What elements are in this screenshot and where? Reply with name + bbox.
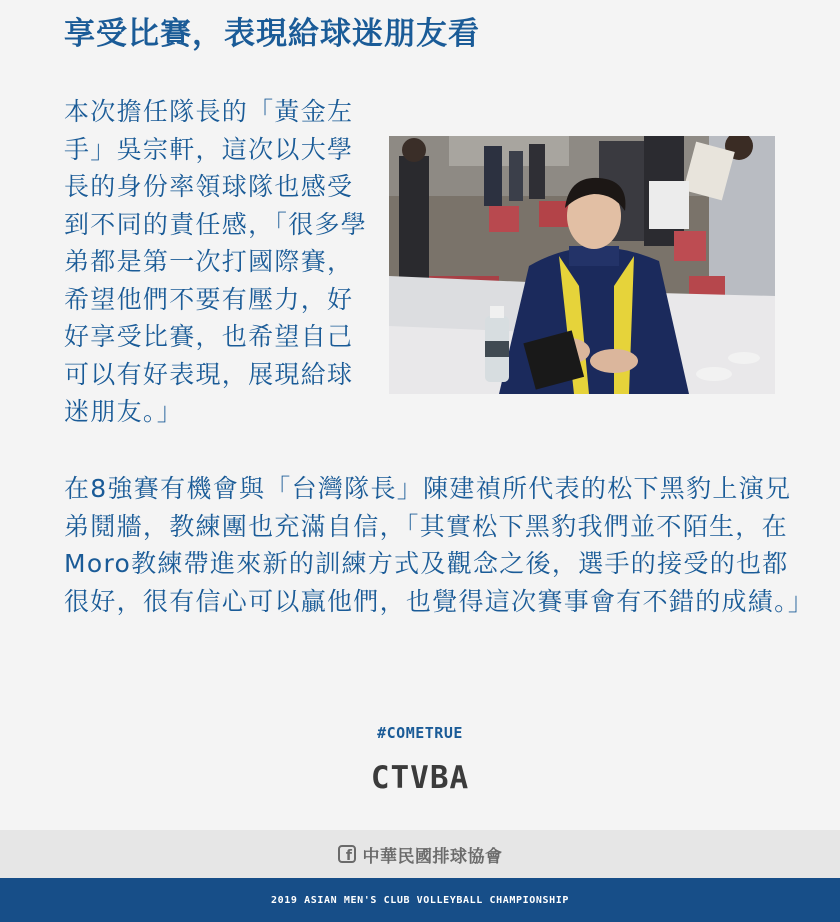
facebook-link[interactable] bbox=[338, 842, 503, 867]
facebook-bar bbox=[0, 830, 840, 878]
hashtag-label: #COMETRUE bbox=[377, 724, 463, 742]
article-paragraph-2: 在8強賽有機會與「台灣隊長」陳建禎所代表的松下黑豹上演兄弟鬩牆，教練團也充滿自信，「其實松下黑豹我們並不陌生，在Moro教練帶進來新的訓練方式及觀念之後，選手的接受的也都很好，很有信心可以贏他們，也覺得這次賽事會有不錯的成績。」 bbox=[64, 474, 815, 616]
brand-logo-text: CTVBA bbox=[370, 760, 470, 796]
article-heading: 享受比賽，表現給球迷朋友看 bbox=[64, 16, 480, 52]
player-photo-illustration bbox=[389, 136, 775, 394]
facebook-icon bbox=[338, 845, 356, 863]
facebook-label: 中華民國排球協會 bbox=[362, 846, 503, 867]
article-paragraph-1: 本次擔任隊長的「黃金左手」吳宗軒，這次以大學長的身份率領球隊也感受到不同的責任感，「很多學弟都是第一次打國際賽，希望他們不要有壓力，好好享受比賽，也希望自己可以有好表現，展現給球迷朋友。」 bbox=[64, 97, 368, 426]
footer-bar bbox=[0, 878, 840, 922]
footer-text: 2019 ASIAN MEN'S CLUB VOLLEYBALL CHAMPIONSHIP bbox=[271, 894, 569, 906]
player-photo bbox=[389, 136, 775, 394]
